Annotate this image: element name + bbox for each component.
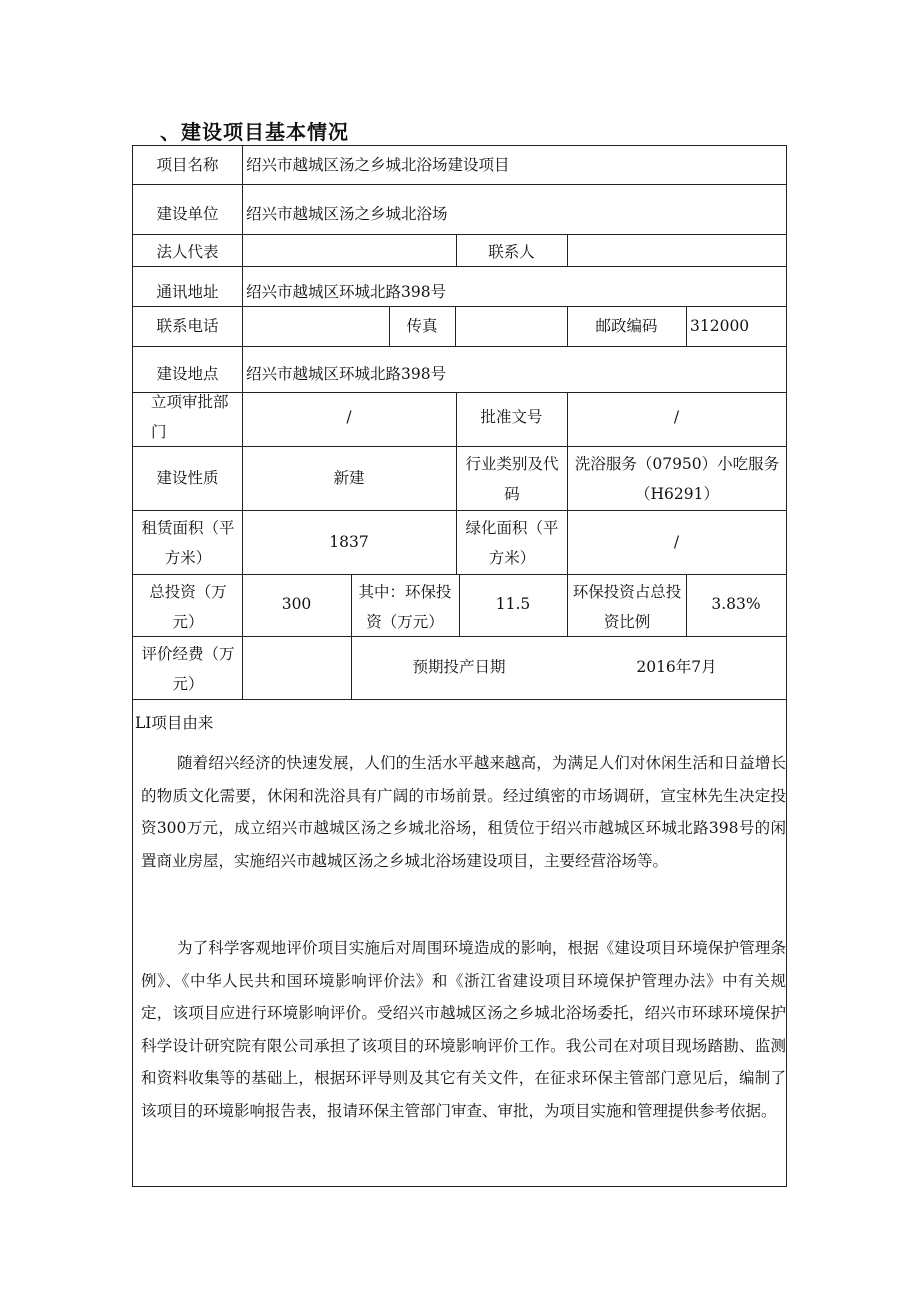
industry-value: 洗浴服务（07950）小吃服务（H6291）: [574, 455, 780, 503]
contact-label: 联系人: [488, 243, 535, 261]
approval-no-label: 批准文号: [480, 408, 543, 426]
lease-area-label: 租赁面积（平方米）: [141, 519, 235, 567]
postcode-value: 312000: [690, 317, 750, 335]
project-name-label: 项目名称: [156, 156, 219, 174]
project-info-table: [132, 145, 787, 1187]
env-invest-label: 其中：环保投资（万元）: [358, 583, 452, 631]
fax-label: 传真: [406, 317, 438, 335]
total-invest-value: 300: [281, 595, 312, 613]
nature-label: 建设性质: [156, 469, 219, 487]
nature-value: 新建: [333, 469, 365, 487]
background-paragraph-2: 为了科学客观地评价项目实施后对周围环境造成的影响，根据《建设项目环境保护管理条例》、《中华人民共和国环境影响评价法》和《浙江省建设项目环境保护管理办法》中有关规定，该项目应进行环境影响评价。受绍兴市越城区汤之乡城北浴场委托，绍兴市环球环境保护科学设计研究院有限公司承担了该项目的环境影响评价工作。我公司在对项目现场踏勘、监测和资料收集等的基础上，根据环评导则及其它有关文件，在征求环保主管部门意见后，编制了该项目的环境影响报告表，报请环保主管部门审查、审批，为项目实施和管理提供参考依据。: [141, 939, 786, 1120]
address-label: 通讯地址: [156, 283, 219, 301]
approval-dept-label: 立项审批部门: [151, 393, 229, 441]
project-name-value: 绍兴市越城区汤之乡城北浴场建设项目: [246, 156, 510, 174]
approval-dept-value: /: [346, 408, 352, 426]
section-heading: 、建设项目基本情况: [160, 120, 349, 144]
lease-area-value: 1837: [329, 533, 369, 551]
postcode-label: 邮政编码: [595, 317, 658, 335]
start-date-value: 2016年7月: [636, 658, 717, 676]
address-value: 绍兴市越城区环城北路398号: [246, 283, 447, 301]
builder-label: 建设单位: [156, 205, 219, 223]
env-ratio-value: 3.83%: [711, 595, 761, 613]
green-area-value: /: [673, 533, 680, 551]
phone-label: 联系电话: [156, 317, 219, 335]
background-heading: LI项目由来: [135, 714, 214, 732]
site-label: 建设地点: [156, 365, 219, 383]
green-area-label: 绿化面积（平方米）: [465, 519, 559, 567]
env-ratio-label: 环保投资占总投资比例: [572, 583, 682, 631]
industry-label: 行业类别及代码: [465, 455, 559, 503]
approval-no-value: /: [673, 408, 680, 426]
total-invest-label: 总投资（万元）: [149, 583, 227, 631]
env-invest-value: 11.5: [495, 595, 531, 613]
legal-rep-label: 法人代表: [156, 243, 219, 261]
eval-fee-label: 评价经费（万元）: [141, 645, 235, 693]
start-date-label: 预期投产日期: [412, 658, 506, 676]
builder-value: 绍兴市越城区汤之乡城北浴场: [246, 205, 448, 223]
background-paragraph-1: 随着绍兴经济的快速发展，人们的生活水平越来越高，为满足人们对休闲生活和日益增长的物质文化需要，休闲和洗浴具有广阔的市场前景。经过缜密的市场调研，宣宝林先生决定投资300万元，成立绍兴市越城区汤之乡城北浴场，租赁位于绍兴市越城区环城北路398号的闲置商业房屋，实施绍兴市越城区汤之乡城北浴场建设项目，主要经营浴场等。: [141, 754, 786, 870]
site-value: 绍兴市越城区环城北路398号: [246, 365, 447, 383]
